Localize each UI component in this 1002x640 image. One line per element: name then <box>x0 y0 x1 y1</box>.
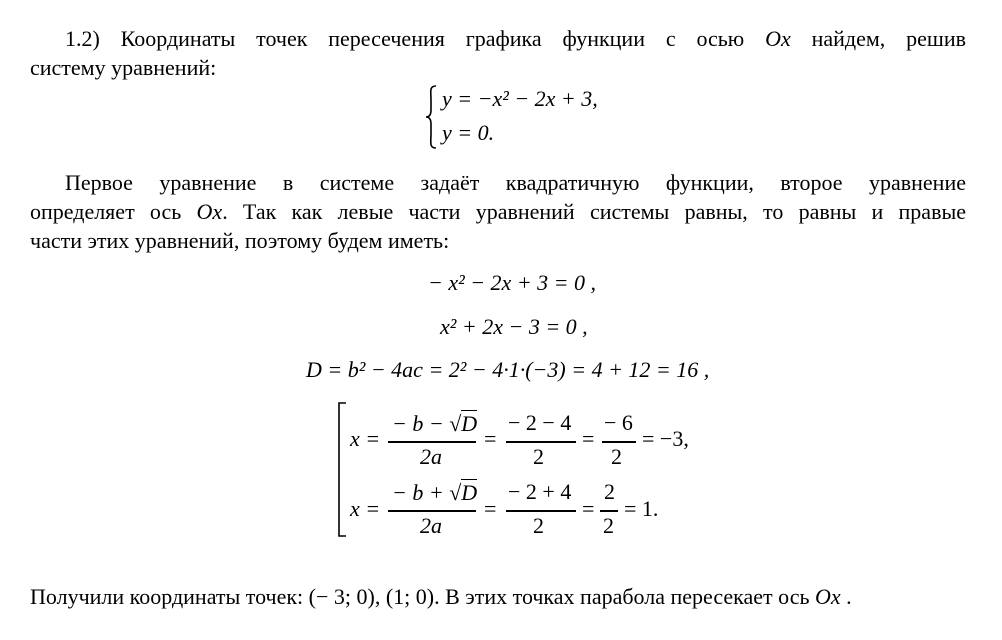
system-equation-1: y = −x² − 2x + 3, <box>442 86 598 111</box>
root1-result: = −3, <box>642 426 689 451</box>
root2-den: 2a <box>420 513 442 538</box>
root1-frac-line-1 <box>388 441 476 443</box>
root2-eq-b: = <box>582 496 595 521</box>
point-1: (− 3; 0) <box>308 584 375 609</box>
conclusion-line: Получили координаты точек: (− 3; 0), (1; 0). В этих точках парабола пересекает ось Ox . <box>30 584 852 609</box>
root1-frac-line-2 <box>506 441 576 443</box>
explanation-line-3: части этих уравнений, поэтому будем иметь: <box>30 228 450 253</box>
root2-x: x = <box>350 496 381 521</box>
root2-frac-line-3 <box>600 510 618 512</box>
explanation-paragraph <box>30 168 966 255</box>
system-brace <box>424 84 440 150</box>
intro-line-2: систему уравнений: <box>30 55 217 80</box>
root2-num2: − 2 + 4 <box>508 479 572 504</box>
root2-result: = 1. <box>624 496 659 521</box>
axis-ox-conclusion: Ox <box>815 584 841 609</box>
roots-bracket <box>336 402 348 538</box>
root2-den2: 2 <box>533 513 544 538</box>
root2-num: − b + √D <box>392 480 478 505</box>
equation-quadratic-1: − x² − 2x + 3 = 0 , <box>428 270 597 295</box>
root1-den2: 2 <box>533 444 544 469</box>
root1-num2: − 2 − 4 <box>508 410 572 435</box>
root2-num3: 2 <box>604 479 615 504</box>
point-2: (1; 0) <box>385 584 435 609</box>
intro-line-1: 1.2) Координаты точек пересечения графика функции с осью Ox найдем, решив <box>65 26 967 51</box>
root2-frac-line-1 <box>388 510 476 512</box>
root1-eq-a: = <box>484 426 497 451</box>
system-equation-2: y = 0. <box>442 120 495 145</box>
root2-eq-a: = <box>484 496 497 521</box>
root2-den3: 2 <box>603 513 614 538</box>
root1-num3: − 6 <box>604 410 633 435</box>
root1-x: x = <box>350 426 381 451</box>
axis-ox: Ox <box>765 26 791 51</box>
equation-quadratic-2: x² + 2x − 3 = 0 , <box>440 314 588 339</box>
equation-discriminant: D = b² − 4ac = 2² − 4·1·(−3) = 4 + 12 = 16 , <box>306 357 710 382</box>
root2-frac-line-2 <box>506 510 576 512</box>
intro-paragraph <box>30 24 966 82</box>
root1-frac-line-3 <box>602 441 636 443</box>
root1-eq-b: = <box>582 426 595 451</box>
explanation-line-1: Первое уравнение в системе задаёт квадратичную функции, второе уравнение <box>65 170 966 195</box>
root1-num: − b − √D <box>392 411 478 436</box>
explanation-line-2: определяет ось Ox. Так как левые части уравнений системы равны, то равны и правые <box>30 199 967 224</box>
root1-den: 2a <box>420 444 442 469</box>
root1-den3: 2 <box>611 444 622 469</box>
